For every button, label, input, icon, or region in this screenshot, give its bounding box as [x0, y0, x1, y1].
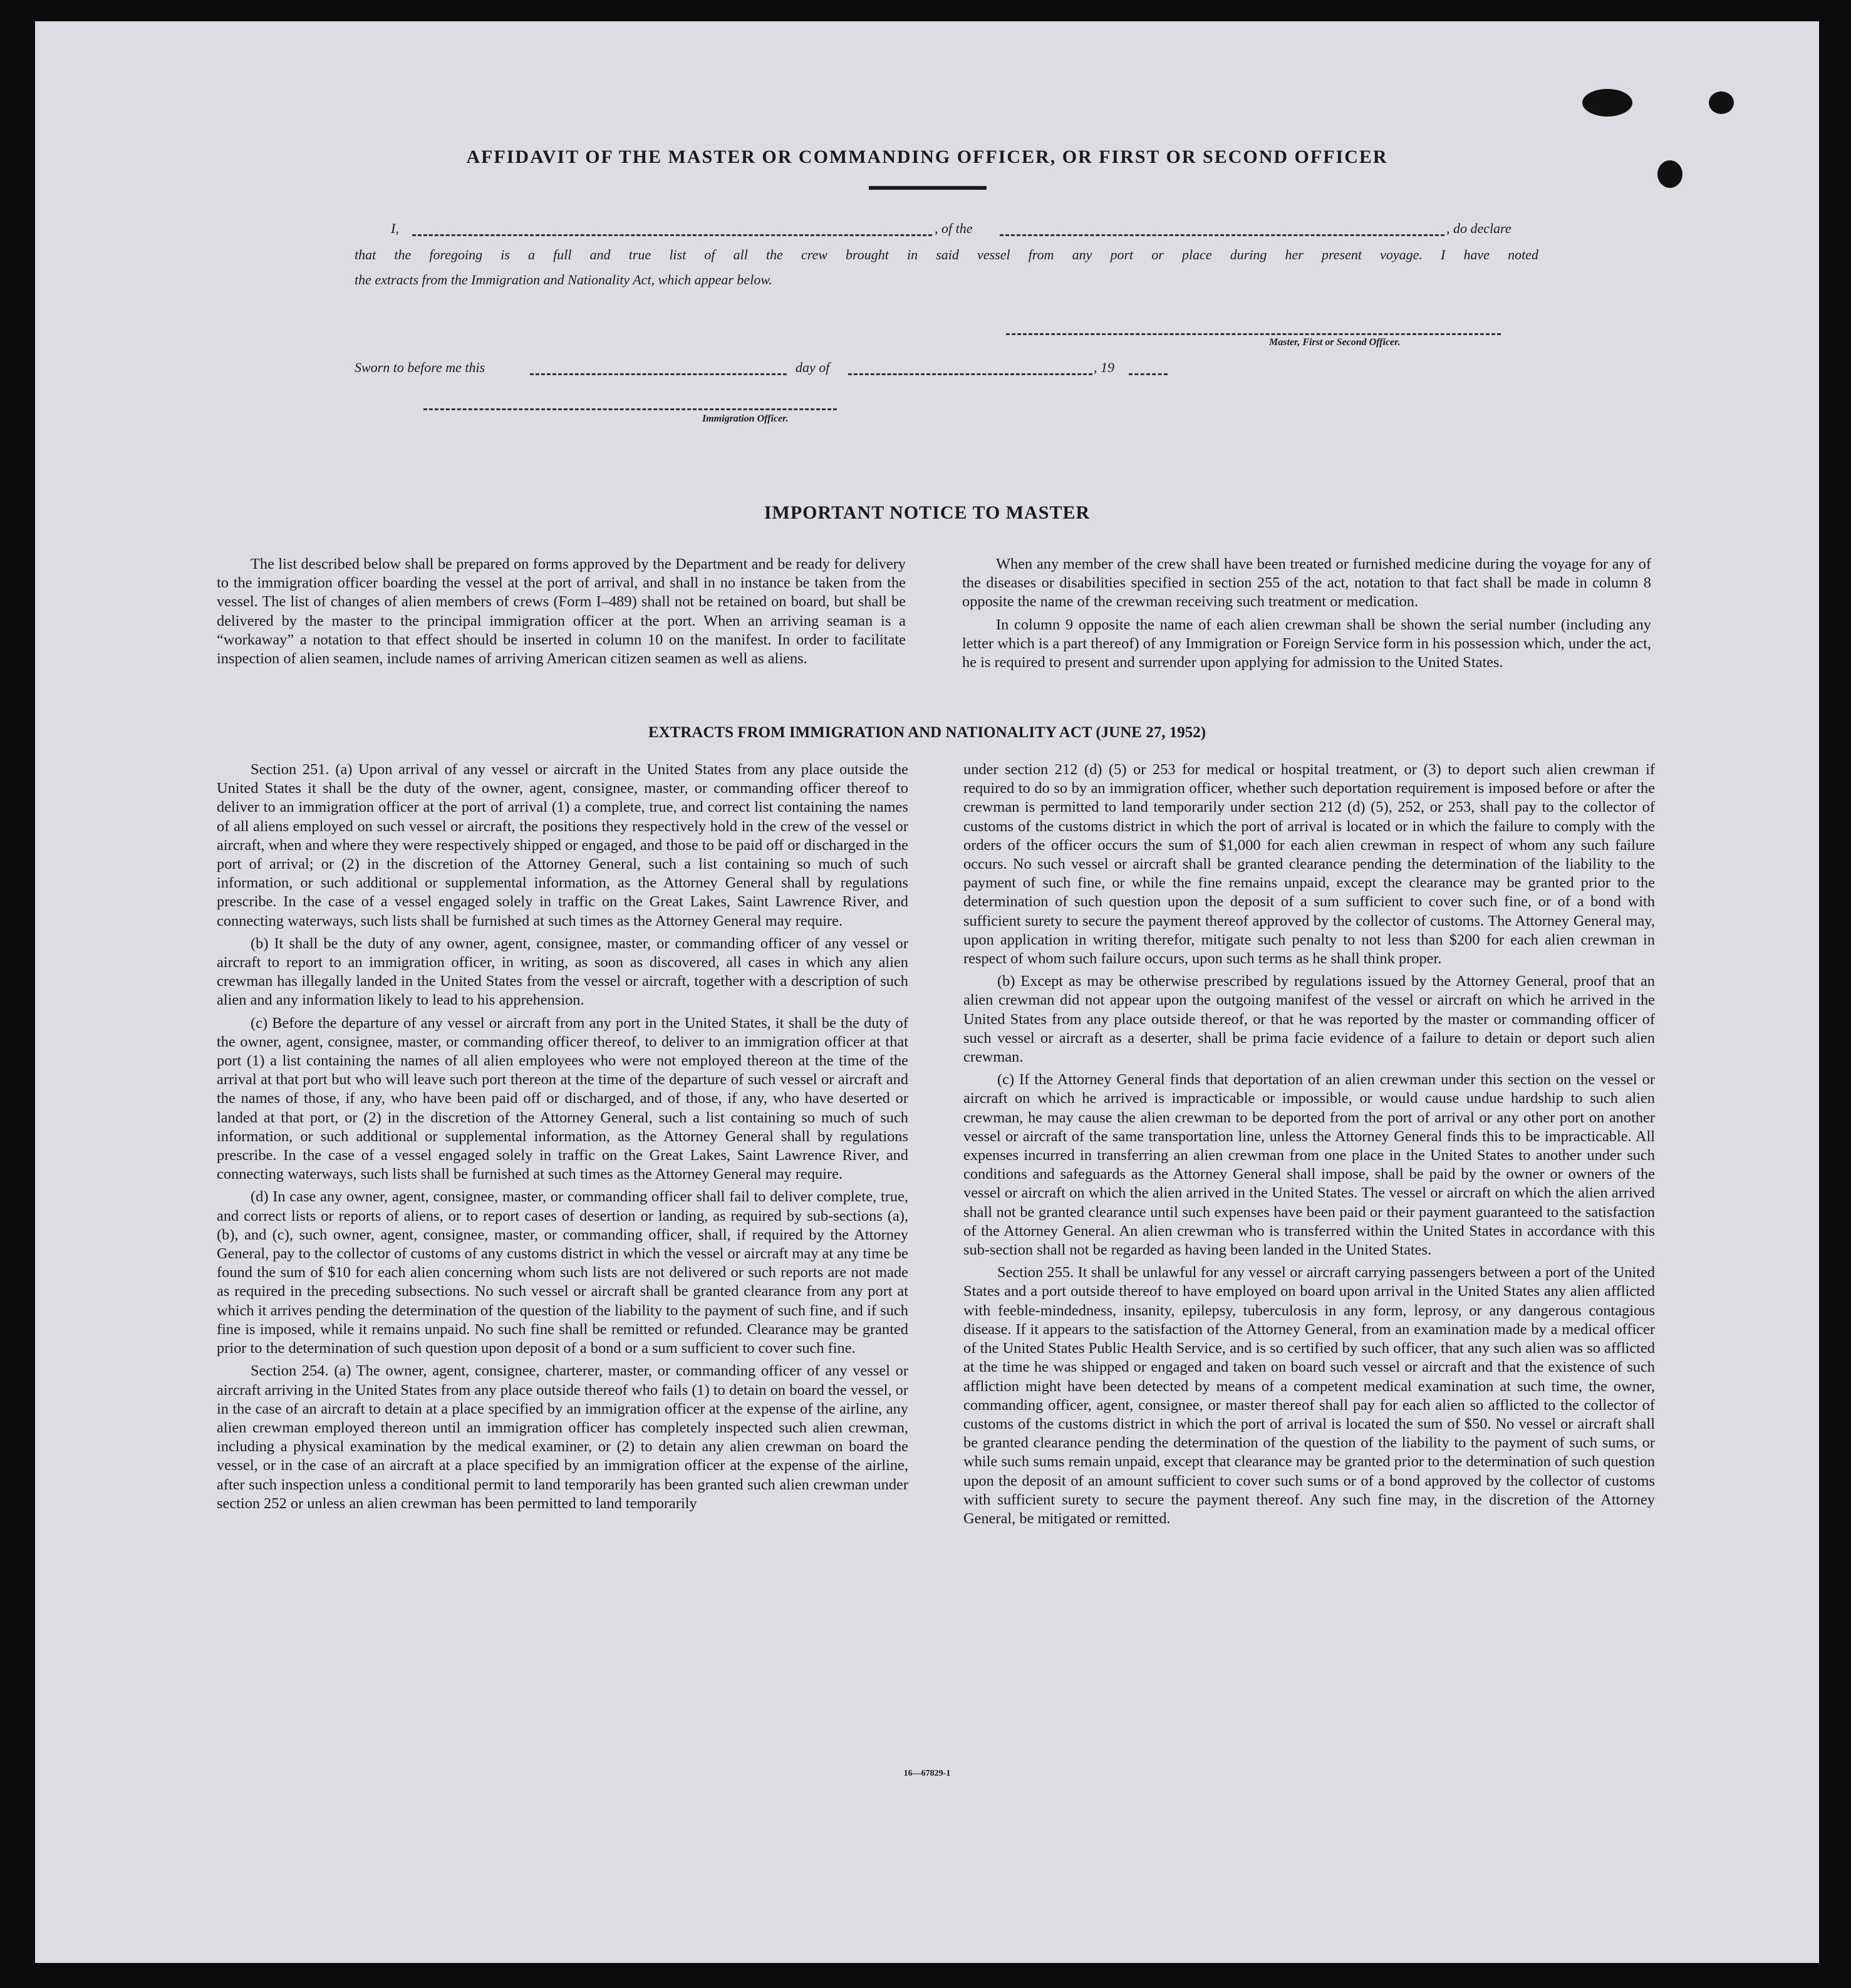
affidavit-of-the-label: , of the [935, 220, 973, 236]
master-signature-line[interactable] [1006, 333, 1501, 335]
extracts-right-column [963, 760, 1655, 1532]
extract-paragraph: Section 255. It shall be unlawful for any vessel or aircraft carrying passengers between a port of the United States and a port outside thereof to have employed on board upon arrival in the United States any alien afflicted with feeble-mindedness, insanity, epilepsy, tuberculosis in any form, leprosy, or any dangerous contagious disease. If it appears to the satisfaction of the Attorney General, from an examination made by a medical officer of the United States Public Health Service, and is so certified by such officer, that any such alien was so afflicted at the time he was shipped or engaged and taken on board such vessel or aircraft and that the existence of such affliction might have been detected by means of a competent medical examination at such time, the owner, commanding officer, agent, consignee, or master thereof shall pay for each alien so afflicted to the collector of customs of the customs district in which the port of arrival is located the sum of $50. No vessel or aircraft shall be granted clearance pending the determination of the question of the liability to the payment of such sums, or while such sums remain unpaid, except that clearance may be granted prior to the determination of such question upon the deposit of an amount sufficient to cover such sums or of a bond approved by the collector of customs with sufficient surety to secure the payment thereof. Any such fine may, in the discretion of the Attorney General, be mitigated or remitted. [963, 1264, 1655, 1527]
notice-title: IMPORTANT NOTICE TO MASTER [764, 502, 1091, 523]
master-signature-caption: Master, First or Second Officer. [1269, 337, 1401, 348]
vessel-field-line[interactable] [1000, 234, 1444, 236]
form-code: 16—67829-1 [903, 1769, 951, 1778]
document-page [35, 21, 1819, 1963]
title-rule [869, 186, 987, 190]
year-field-line[interactable] [1129, 373, 1168, 375]
day-of-label: day of [796, 360, 830, 375]
sworn-day-field-line[interactable] [530, 373, 787, 375]
affidavit-do-declare-label: , do declare [1446, 220, 1511, 236]
notice-paragraph: In column 9 opposite the name of each alien crewman shall be shown the serial number (including any letter which is a part thereof) of any Immigration or Foreign Service form in his possession which, under the act, he is required to present and surrender upon applying for admission to the United States. [962, 616, 1651, 671]
notice-right-column [962, 555, 1651, 676]
affidavit-title: AFFIDAVIT OF THE MASTER OR COMMANDING OFFICER, OR FIRST OR SECOND OFFICER [466, 147, 1388, 167]
year-prefix-label: , 19 [1094, 360, 1114, 375]
notice-paragraph: When any member of the crew shall have been treated or furnished medicine during the voyage for any of the diseases or disabilities specified in section 255 of the act, notation to that fact shall be made in column 8 opposite the name of the crewman receiving such treatment or medication. [962, 556, 1651, 611]
extract-paragraph: Section 251. (a) Upon arrival of any vessel or aircraft in the United States from any place outside the United States it shall be the duty of the owner, agent, consignee, master, or commanding officer thereof to deliver to an immigration officer at the port of arrival (1) a complete, true, and correct list containing the names of all aliens employed on such vessel or aircraft, the positions they respectively hold in the crew of the vessel or aircraft, when and where they were respectively shipped or engaged, and those to be paid off or discharged in the port of arrival; or (2) in the discretion of the Attorney General, such a list containing so much of such information, or such additional or supplemental information, as the Attorney General shall by regulations prescribe. In the case of a vessel engaged solely in traffic on the Great Lakes, Saint Lawrence River, and connecting waterways, such lists shall be furnished at such times as the Attorney General may require. [217, 761, 908, 929]
ink-blot [1582, 89, 1632, 116]
notice-left-column [217, 555, 906, 672]
ink-blot [1709, 91, 1734, 114]
affidavit-statement-line: that the foregoing is a full and true list of all the crew brought in said vessel from any port or place during her present voyage. I have noted [355, 247, 1538, 262]
name-field-line[interactable] [412, 234, 932, 236]
immigration-officer-signature-line[interactable] [423, 408, 837, 410]
notice-paragraph: The list described below shall be prepared on forms approved by the Department and be ready for delivery to the immigration officer boarding the vessel at the port of arrival, and shall in no instance be taken from the vessel. The list of changes of alien members of crews (Form I–489) shall not be retained on board, but shall be delivered by the master to the principal immigration officer at the port. When an arriving seaman is a “workaway” a notation to that effect should be inserted in column 10 on the manifest. In order to facilitate inspection of alien seamen, include names of arriving American citizen seamen as well as aliens. [217, 556, 906, 668]
extract-paragraph: under section 212 (d) (5) or 253 for medical or hospital treatment, or (3) to deport such alien crewman if required to do so by an immigration officer, whether such deportation requirement is imposed before or after the crewman is permitted to land temporarily under section 212 (d) (5), 252, or 253, shall pay to the collector of customs of the customs district in which the port of arrival is located or in which the failure to comply with the orders of the officer occurs the sum of $1,000 for each alien crewman in respect of whom any such failure occurs. No such vessel or aircraft shall be granted clearance pending the determination of the liability to the payment of such fine, or while the fine remains unpaid, except the clearance may be granted prior to the determination of such question upon the deposit of a sum sufficient to cover such fine, or of a bond with sufficient surety to secure the payment thereof approved by the collector of customs. The Attorney General may, upon application in writing therefor, mitigate such penalty to not less than $200 for each alien crewman in respect of whom such failure occurs, upon such terms as he shall think proper. [963, 761, 1655, 968]
extracts-title: EXTRACTS FROM IMMIGRATION AND NATIONALITY ACT (JUNE 27, 1952) [648, 724, 1206, 741]
extract-paragraph: (c) If the Attorney General finds that deportation of an alien crewman under this section on the vessel or aircraft on which he arrived is impracticable or impossible, or would cause undue hardship to such alien crewman, he may cause the alien crewman to be deported from the port of arrival or any other port on another vessel or aircraft of the same transportation line, unless the Attorney General finds this to be impracticable. All expenses incurred in transferring an alien crewman from one place in the United States to another under such conditions and safeguards as the Attorney General shall impose, shall be paid by the owner or owners of the vessel or aircraft on which the alien arrived in the United States. The vessel or aircraft on which the alien arrived shall not be granted clearance until such expenses have been paid or their payment guaranteed to the satisfaction of the Attorney General. An alien crewman who is transferred within the United States in accordance with this sub-section shall not be regarded as having been landed in the United States. [963, 1071, 1655, 1259]
sworn-month-field-line[interactable] [848, 373, 1092, 375]
extract-paragraph: (b) Except as may be otherwise prescribed by regulations issued by the Attorney General, proof that an alien crewman did not appear upon the outgoing manifest of the vessel or aircraft on which he arrived in the United States from any place outside thereof, or that he was reported by the master or commanding officer of such vessel or aircraft as a deserter, shall be prima facie evidence of a failure to detain or deport such alien crewman. [963, 973, 1655, 1066]
extracts-left-column [217, 760, 908, 1517]
extract-paragraph: (c) Before the departure of any vessel or aircraft from any port in the United States, it shall be the duty of the owner, agent, consignee, master, or commanding officer thereof, to deliver to an immigration officer at that port (1) a list containing the names of all alien employees who were not employed thereon at the time of the arrival at that port but who will leave such port thereon at the time of the departure of such vessel or aircraft and the names of those, if any, who have been paid off or discharged, and of those, if any, who have deserted or landed at that port, or (2) in the discretion of the Attorney General, such a list containing so much of such information, or such additional or supplemental information, as the Attorney General shall by regulations prescribe. In the case of a vessel engaged solely in traffic on the Great Lakes, Saint Lawrence River, and connecting waterways, such lists shall be furnished at such times as the Attorney General may require. [217, 1014, 908, 1183]
extract-paragraph: Section 254. (a) The owner, agent, consignee, charterer, master, or commanding officer of any vessel or aircraft arriving in the United States from any place outside thereof who fails (1) to detain on board the vessel, or in the case of an aircraft to detain at a place specified by an immigration officer at the expense of the airline, any alien crewman employed thereon until an immigration officer has completely inspected such alien crewman, including a physical examination by the medical examiner, or (2) to detain any alien crewman on board the vessel, or in the case of an aircraft at a place specified by an immigration officer at the expense of the airline, after such inspection unless a conditional permit to land temporarily has been granted such alien crewman under section 252 or unless an alien crewman has been permitted to land temporarily [217, 1362, 908, 1512]
extract-paragraph: (b) It shall be the duty of any owner, agent, consignee, master, or commanding officer of any vessel or aircraft to report to an immigration officer, in writing, as soon as discovered, all cases in which any alien crewman has illegally landed in the United States from the vessel or aircraft, together with a description of such alien and any information likely to lead to his apprehension. [217, 934, 908, 1009]
affidavit-i-label: I, [391, 220, 399, 236]
sworn-label: Sworn to before me this [355, 360, 485, 375]
affidavit-statement-line: the extracts from the Immigration and Nationality Act, which appear below. [355, 272, 772, 287]
immigration-officer-caption: Immigration Officer. [702, 413, 789, 424]
extract-paragraph: (d) In case any owner, agent, consignee, master, or commanding officer shall fail to deliver complete, true, and correct lists or reports of aliens, or to report cases of desertion or landing, as required by sub-sections (a), (b), and (c), such owner, agent, consignee, master, or commanding officer, shall, if required by the Attorney General, pay to the collector of customs of any customs district in which the vessel or aircraft may at any time be found the sum of $10 for each alien concerning whom such lists are not delivered or such reports are not made as required in the preceding subsections. No such vessel or aircraft shall be granted clearance from any port at which it arrives pending the determination of the question of the liability to the payment of such fine, and if such fine is imposed, while it remains unpaid. No such fine shall be remitted or refunded. Clearance may be granted prior to the determination of such question upon deposit of a bond or a sum sufficient to cover such fine. [217, 1188, 909, 1357]
